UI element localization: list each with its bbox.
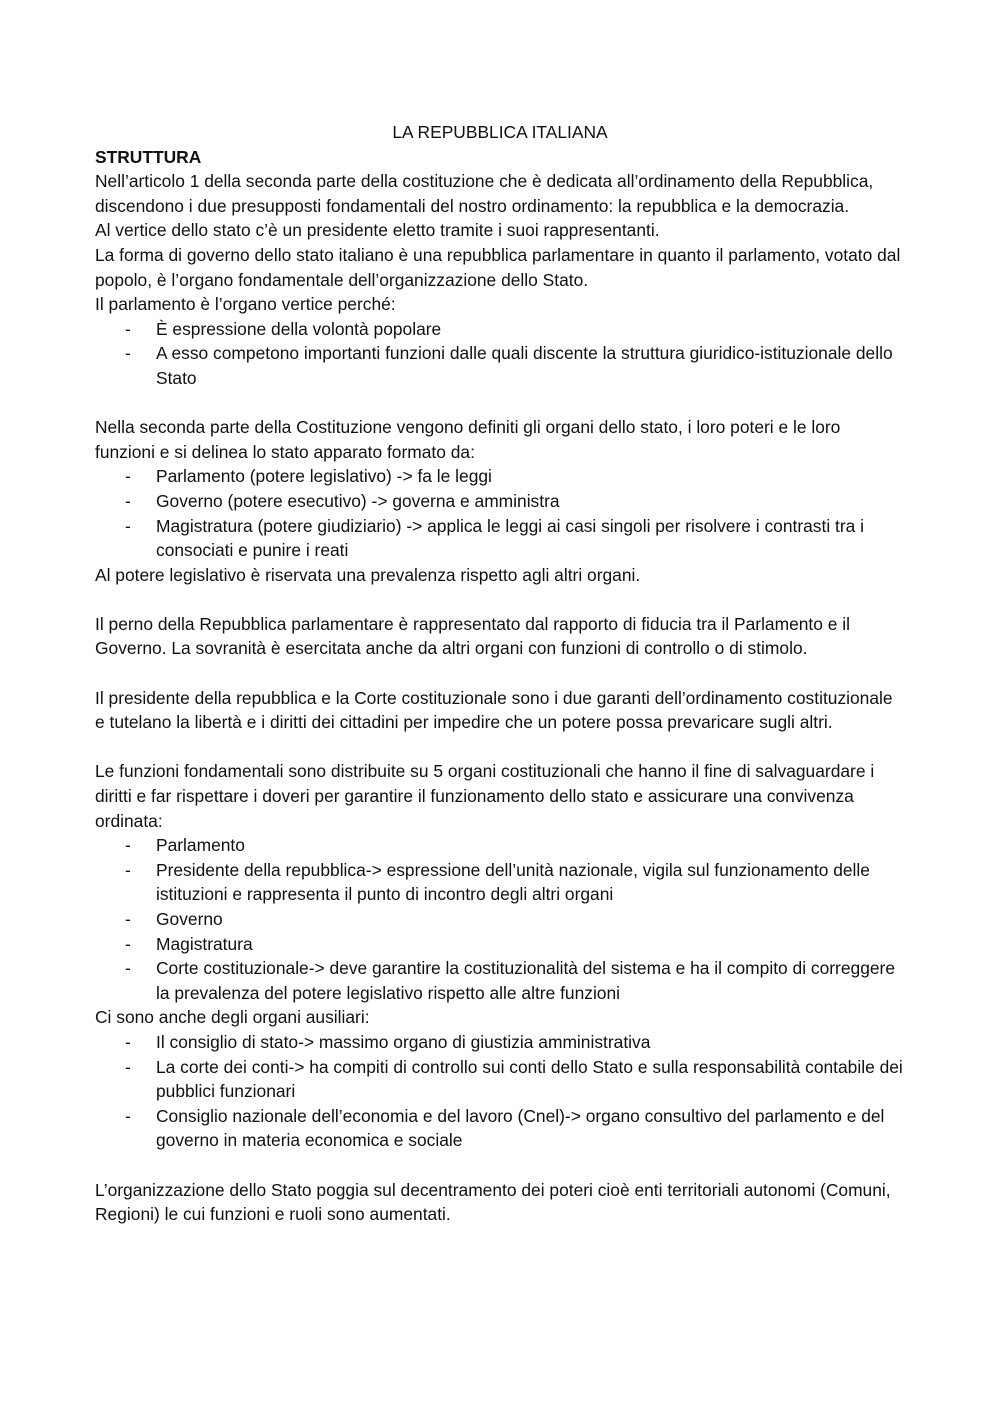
blank-line — [95, 1153, 905, 1178]
list-item: - Parlamento (potere legislativo) -> fa le leggi — [156, 464, 905, 489]
list-item: - Presidente della repubblica-> espressione dell’unità nazionale, vigila sul funzionamento delle istituzioni e rappresenta il punto di incontro degli altri organi — [156, 858, 905, 907]
blank-line — [95, 587, 905, 612]
list-item: - Il consiglio di stato-> massimo organo di giustizia amministrativa — [156, 1030, 905, 1055]
organi-ausiliari-list — [95, 1030, 905, 1153]
organi-costituzionali-list — [95, 833, 905, 1005]
paragraph-forma: La forma di governo dello stato italiano è una repubblica parlamentare in quanto il parlamento, votato dal popolo, è l’organo fondamentale dell’organizzazione dello Stato. — [95, 244, 901, 290]
paragraph-perno: Il perno della Repubblica parlamentare è rappresentato dal rapporto di fiducia tra il Parlamento e il Governo. La sovranità è esercitata anche da altri organi con funzioni di controllo o di stimolo. — [95, 613, 850, 659]
blank-line — [95, 661, 905, 686]
list-item: - Magistratura (potere giudiziario) -> applica le leggi ai casi singoli per risolvere i contrasti tra i consociati e punire i reati — [156, 514, 905, 563]
list-item: - Governo — [156, 907, 905, 932]
paragraph-parlamento-intro: Il parlamento è l’organo vertice perché: — [95, 294, 396, 315]
blank-line — [95, 735, 905, 760]
list-item: - A esso competono importanti funzioni dalle quali discente la struttura giuridico-istituzionale dello Stato — [156, 341, 905, 390]
section-heading: STRUTTURA — [95, 146, 202, 167]
blank-line — [95, 391, 905, 416]
paragraph-prevalenza: Al potere legislativo è riservata una prevalenza rispetto agli altri organi. — [95, 564, 641, 585]
list-item: - È espressione della volontà popolare — [156, 317, 905, 342]
paragraph-ausiliari-intro: Ci sono anche degli organi ausiliari: — [95, 1007, 370, 1028]
list-item: - La corte dei conti-> ha compiti di controllo sui conti dello Stato e sulla responsabilità contabile dei pubblici funzionari — [156, 1055, 905, 1104]
list-item: - Parlamento — [156, 833, 905, 858]
document-page — [95, 120, 905, 1227]
paragraph-seconda-parte: Nella seconda parte della Costituzione vengono definiti gli organi dello stato, i loro poteri e le loro funzioni e si delinea lo stato apparato formato da: — [95, 417, 841, 462]
paragraph-garanti: Il presidente della repubblica e la Corte costituzionale sono i due garanti dell’ordinamento costituzionale e tutelano la libertà e i diritti dei cittadini per impedire che un potere possa prevaricare sugli altri. — [95, 687, 893, 733]
list-item: - Magistratura — [156, 932, 905, 957]
list-item: - Governo (potere esecutivo) -> governa e amministra — [156, 489, 905, 514]
parlamento-reasons-list — [95, 317, 905, 391]
paragraph-intro: Nell’articolo 1 della seconda parte della costituzione che è dedicata all’ordinamento della Repubblica, discendono i due presupposti fondamentali del nostro ordinamento: la repubblica e la democrazia. — [95, 171, 874, 216]
paragraph-vertice: Al vertice dello stato c’è un presidente eletto tramite i suoi rappresentanti. — [95, 220, 660, 241]
paragraph-funzioni: Le funzioni fondamentali sono distribuite su 5 organi costituzionali che hanno il fine di salvaguardare i diritti e far rispettare i doveri per garantire il funzionamento dello stato e assicurare una convivenza ordinata: — [95, 761, 875, 831]
document-title: LA REPUBBLICA ITALIANA — [392, 122, 608, 142]
list-item: - Consiglio nazionale dell’economia e del lavoro (Cnel)-> organo consultivo del parlamento e del governo in materia economica e sociale — [156, 1104, 905, 1153]
list-item: - Corte costituzionale-> deve garantire la costituzionalità del sistema e ha il compito di correggere la prevalenza del potere legislativo rispetto alle altre funzioni — [156, 956, 905, 1005]
poteri-list — [95, 464, 905, 562]
paragraph-decentramento: L’organizzazione dello Stato poggia sul decentramento dei poteri cioè enti territoriali autonomi (Comuni, Regioni) le cui funzioni e ruoli sono aumentati. — [95, 1179, 891, 1225]
